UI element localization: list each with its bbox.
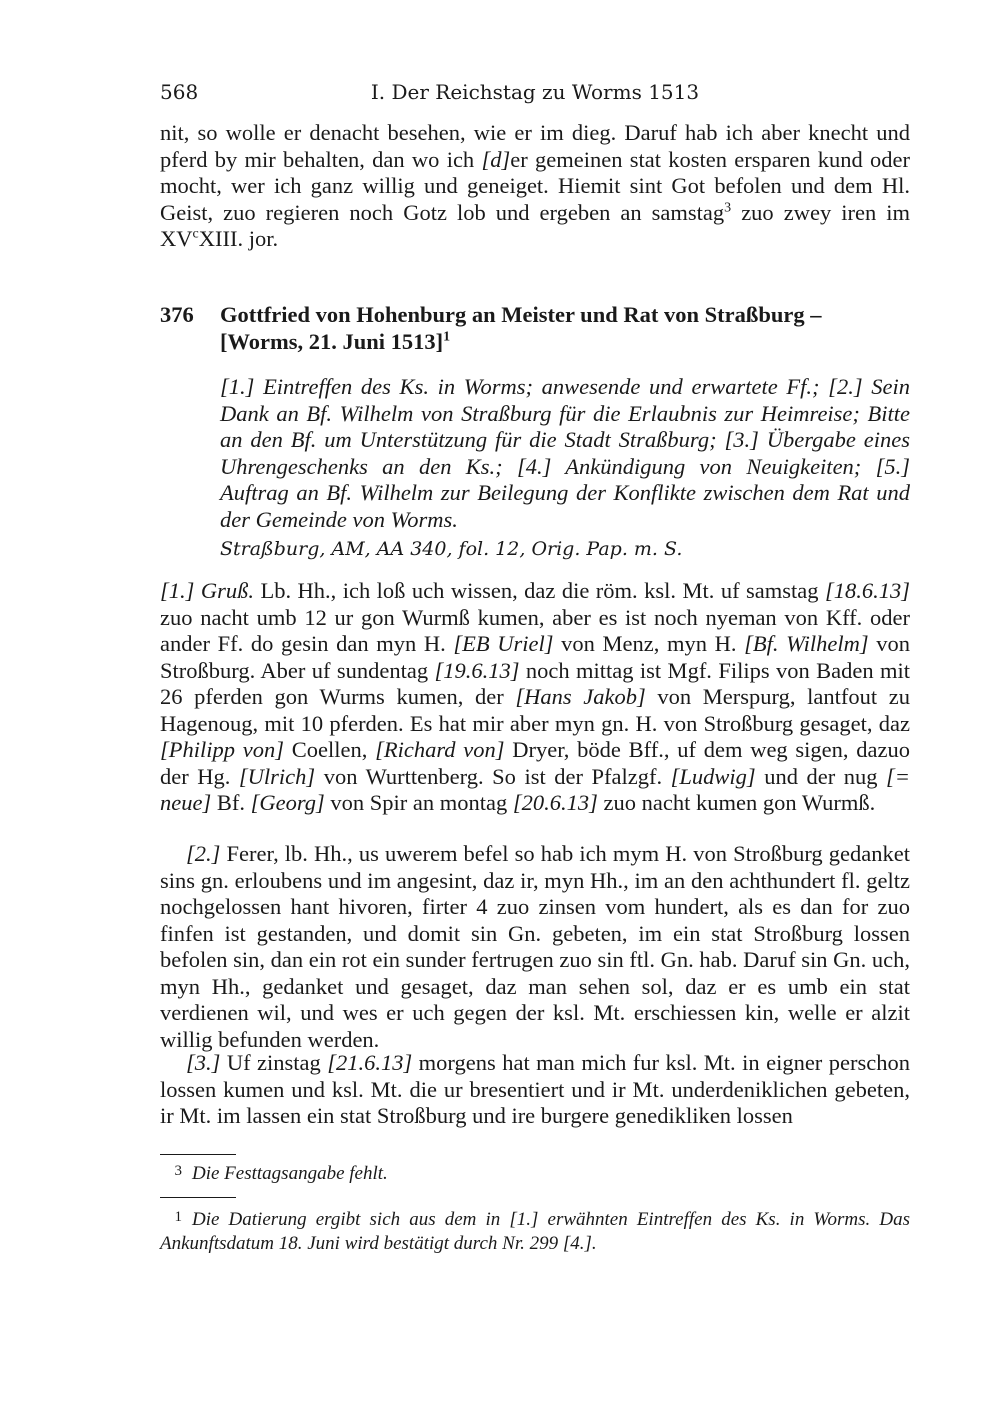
text-run: von Stroßburg. Aber uf sundentag <box>160 631 911 683</box>
footnote-reference[interactable]: 1 <box>443 329 451 344</box>
footnote-rule <box>160 1197 236 1198</box>
editorial-insertion: [21.6.13] <box>327 1050 413 1075</box>
editorial-insertion: [= neue] <box>160 763 910 815</box>
footnote-text: Die Datierung ergibt sich aus dem in [1.] erwähnten Eintreffen des Ks. in Worms. Das Ankunftsdatum 18. Juni wird bestätigt durch Nr. 299 [4.]. <box>160 1209 910 1254</box>
section-marker: [2.] <box>186 841 221 866</box>
editorial-insertion: [Hans Jakob] <box>515 684 646 709</box>
text-run: von Merspurg, lantfout zu Hagenoug, mit 10 pferden. Es hat mir aber myn gn. H. von Stroßburg gesaget, daz <box>160 684 910 736</box>
text-run: von Wurttenberg. So ist der Pfalzgf. <box>315 763 671 789</box>
editorial-insertion: [18.6.13] <box>824 578 910 603</box>
text-run: nit, so wolle er denacht besehen, wie er im dieg. Daruf hab ich aber knecht und pferd by mir behalten, dan wo ich <box>160 120 910 172</box>
document-title-text: Gottfried von Hohenburg an Meister und Rat von Straßburg – [Worms, 21. Juni 1513] <box>220 302 822 354</box>
paragraph-3 <box>160 1050 910 1130</box>
editorial-insertion: [Philipp von] <box>160 737 284 762</box>
section-marker: [3.] <box>186 1050 221 1075</box>
editorial-insertion: [Richard von] <box>375 737 505 762</box>
editorial-insertion: [EB Uriel] <box>453 631 554 656</box>
footnote-reference[interactable]: 3 <box>724 200 732 215</box>
editorial-insertion: [19.6.13] <box>434 657 520 683</box>
section-marker: [1.] Gruß. <box>160 578 254 603</box>
text-run: noch mittag ist Mgf. Filips von Baden mit 26 pferden gon Wurms kumen, der <box>160 657 910 709</box>
text-run: Lb. Hh., ich loß uch wissen, daz die röm. ksl. Mt. uf samstag <box>253 578 825 603</box>
editorial-insertion: [Ludwig] <box>670 763 756 789</box>
text-run: Uf zinstag <box>220 1050 328 1075</box>
paragraph-2 <box>160 841 910 1053</box>
running-head <box>160 80 910 110</box>
text-run: Dryer, böde Bff., uf dem weg sigen, dazuo der Hg. <box>160 737 911 789</box>
editorial-insertion: [20.6.13] <box>512 790 598 815</box>
footnote-text: Die Festtagsangabe fehlt. <box>192 1163 388 1184</box>
editorial-insertion: [d] <box>481 146 511 172</box>
document-number: 376 <box>160 302 194 327</box>
text-run: Bf. <box>211 790 251 815</box>
footnote-rule <box>160 1154 236 1155</box>
source-citation: Straßburg, AM, AA 340, fol. 12, Orig. Pap. m. S. <box>220 538 683 560</box>
editorial-insertion: [Georg] <box>250 790 325 815</box>
footnote <box>160 1205 910 1256</box>
text-run: Ferer, lb. Hh., us uwerem befel so hab ich mym H. von Stroßburg gedanket sins gn. erloubens und im angesint, daz ir, myn Hh., im an den achthundert fl. geltz nochgelossen hant hivoren, firter 4 zuo zinsen vom hundert, als es dan for zuo finfen ist gestanden, und domit sin Gn. gebeten, im ein stat Stroßburg lossen befolen sin, dan ein rot ein sunder fertrugen zuo sin ftl. Gn. hab. Daruf sin Gn. uch, myn Hh., gedanket und gesaget, daz man sehen sol, daz er es umb ein stat verdienen wil, und wes er uch gegen der ksl. Mt. erschiessen kin, welle er alzit willig befunden werden. <box>160 841 910 1052</box>
document-title <box>220 302 910 355</box>
text-run: von Spir an montag <box>324 790 513 815</box>
text-run: Coellen, <box>284 737 376 762</box>
editorial-insertion: [Bf. Wilhelm] <box>744 631 869 656</box>
regest: [1.] Eintreffen des Ks. in Worms; anwesende und erwartete Ff.; [2.] Sein Dank an Bf. Wilhelm von Straßburg für die Erlaubnis zur Heimreise; Bitte an den Bf. um Unterstützung für die Stadt Straßburg; [3.] Übergabe eines Uhrengeschenks an den Ks.; [4.] Ankündigung von Neuigkeiten; [5.] Auftrag an Bf. Wilhelm zur Beilegung der Konflikte zwischen dem Rat und der Gemeinde von Worms. <box>220 374 910 532</box>
text-run: zuo nacht umb 12 ur gon Wurmß kumen, aber es ist noch nyeman von Kff. oder ander Ff. do gesin dan myn H. <box>160 604 910 656</box>
text-run: XIII. jor. <box>198 226 279 251</box>
text-run: zuo nacht kumen gon Wurmß. <box>597 790 876 815</box>
editorial-insertion: [Ulrich] <box>238 763 316 789</box>
running-title: I. Der Reichstag zu Worms 1513 <box>370 80 700 104</box>
footnote-mark: 1 <box>174 1209 182 1225</box>
page-number: 568 <box>160 80 199 104</box>
footnote-mark: 3 <box>174 1163 182 1179</box>
paragraph-1 <box>160 578 910 817</box>
text-run: zuo zwey iren im XV <box>160 199 911 251</box>
continuation-paragraph <box>160 120 910 253</box>
text-run: er gemeinen stat kosten ersparen kund oder mocht, wer ich ganz willig und geneiget. Hiemit sint Got befolen und dem Hl. Geist, zuo regieren noch Gotz lob und ergeben an samstag <box>160 146 910 225</box>
text-run: von Menz, myn H. <box>553 631 745 656</box>
text-run: morgens hat man mich fur ksl. Mt. in eigner perschon lossen kumen und ksl. Mt. die ur bresentiert und ir Mt. underdeniklichen gebeten, ir Mt. im lassen ein stat Stroßburg und ire burgere genedikliken lossen <box>160 1050 910 1128</box>
footnote <box>160 1159 910 1186</box>
superscript-c: c <box>192 226 199 242</box>
text-run: und der nug <box>755 763 887 789</box>
